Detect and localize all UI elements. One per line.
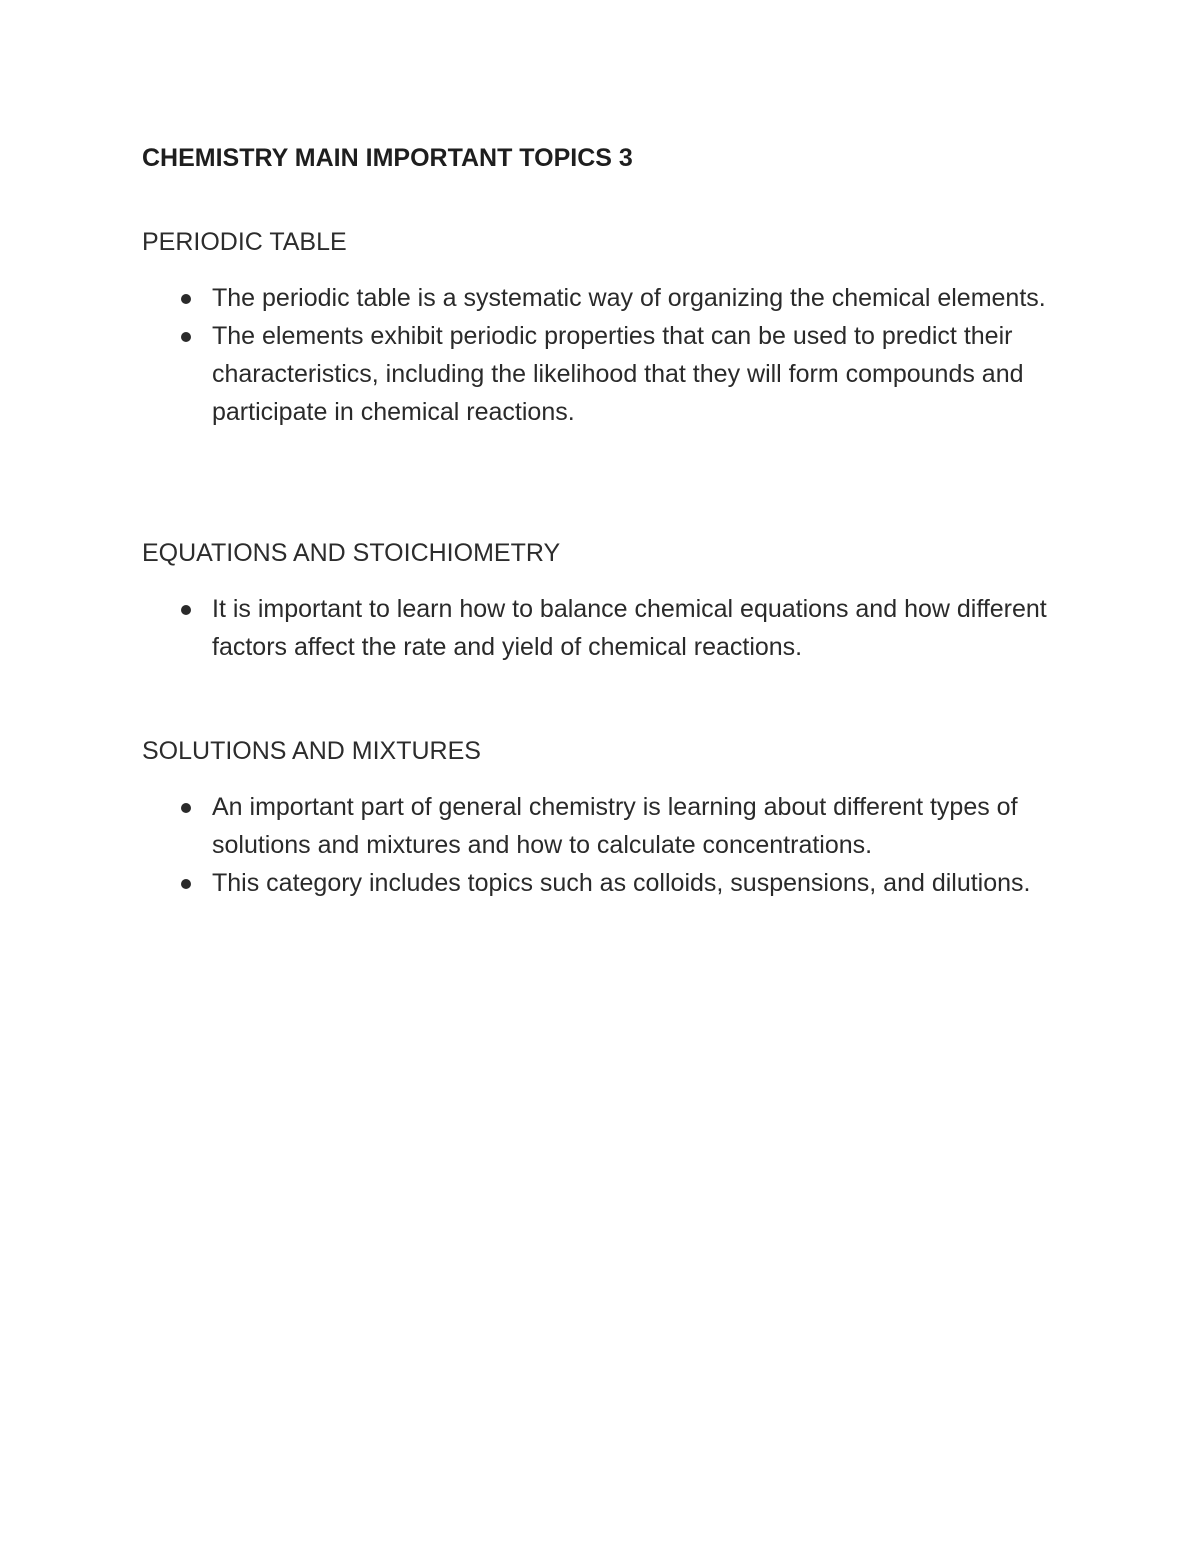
list-item (142, 279, 1102, 317)
section-equations-and-stoichiometry (142, 536, 1102, 666)
bullet-icon (181, 332, 191, 342)
section-heading: SOLUTIONS AND MIXTURES (142, 737, 481, 765)
list-item-text: The elements exhibit periodic properties that can be used to predict their characteristics, including the likelihood that they will form compounds and participate in chemical reactions. (212, 322, 1024, 426)
section-heading: EQUATIONS AND STOICHIOMETRY (142, 539, 561, 567)
list-item (142, 788, 1102, 864)
bullet-icon (181, 605, 191, 615)
list-item-text: It is important to learn how to balance chemical equations and how different factors affect the rate and yield of chemical reactions. (212, 595, 1047, 661)
document-title: CHEMISTRY MAIN IMPORTANT TOPICS 3 (142, 144, 633, 172)
bullet-list (142, 590, 1102, 666)
section-solutions-and-mixtures (142, 734, 1102, 902)
bullet-icon (181, 879, 191, 889)
list-item-text: This category includes topics such as colloids, suspensions, and dilutions. (212, 869, 1031, 897)
list-item-text: The periodic table is a systematic way of organizing the chemical elements. (212, 284, 1046, 312)
bullet-icon (181, 294, 191, 304)
bullet-list (142, 279, 1102, 431)
section-periodic-table (142, 225, 1102, 431)
list-item (142, 590, 1102, 666)
section-heading: PERIODIC TABLE (142, 228, 347, 256)
list-item (142, 317, 1102, 431)
bullet-list (142, 788, 1102, 902)
bullet-icon (181, 803, 191, 813)
list-item (142, 864, 1102, 902)
list-item-text: An important part of general chemistry is learning about different types of solutions and mixtures and how to calculate concentrations. (212, 793, 1018, 859)
